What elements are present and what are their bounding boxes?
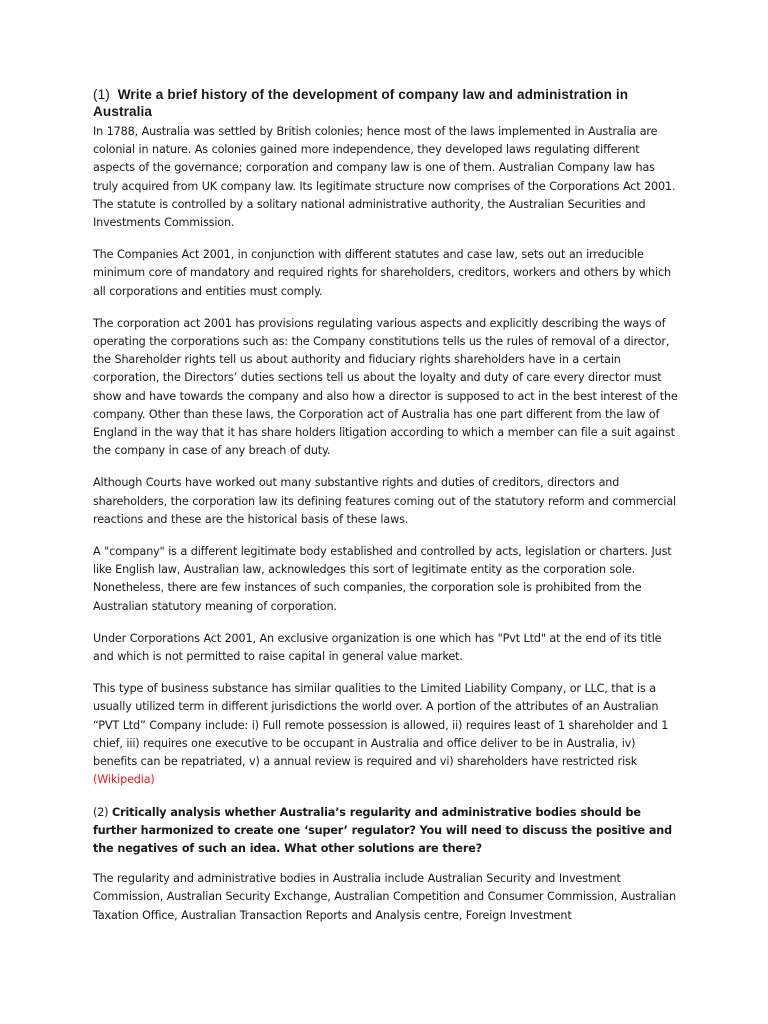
paragraph-corporation-act-provisions: The corporation act 2001 has provisions regulating various aspects and explicitly describing the ways of operating the corporations such as: the Company constitutions tells us the rules of removal of a director, the Shareholder rights tell us about authority and fiduciary rights shareholders have in a certain corporation, the Directors’ duties sections tell us about the loyalty and duty of care every director must show and have towards the company and also how a director is supposed to act in the best interest of the company. Other than these laws, the Corporation act of Australia has one part different from the law of England in the way that it has share holders litigation according to which a member can file a suit against the company in case of any breach of duty. bbox=[93, 316, 678, 458]
paragraph-regulatory-bodies: The regularity and administrative bodies in Australia include Australian Security and Investment Commission, Australian Security Exchange, Australian Competition and Consumer Commission, Australian Taxation Office, Australian Transaction Reports and Analysis centre, Foreign Investment bbox=[93, 872, 676, 922]
wikipedia-citation: (Wikipedia) bbox=[93, 773, 155, 787]
question-1-title: Write a brief history of the development of company law and administration in Australia bbox=[93, 87, 629, 119]
document-page bbox=[93, 86, 678, 939]
paragraph-llc-text: This type of business substance has similar qualities to the Limited Liability Company, or LLC, that is a usually utilized term in different jurisdictions the world over. A portion of the attributes of an Australian “PVT Ltd” Company include: i) Full remote possession is allowed, ii) requires least of 1 shareholder and 1 chief, iii) requires one executive to be occupant in Australia and office deliver to be in Australia, iv) benefits can be repatriated, v) a annual review is required and vi) shareholders have restricted risk bbox=[93, 682, 669, 769]
question-2-title: Critically analysis whether Australia’s regularity and administrative bodies should be further harmonized to create one ‘super’ regulator? You will need to discuss the positive and the negatives of such an idea. What other solutions are there? bbox=[93, 805, 672, 855]
paragraph-history: In 1788, Australia was settled by British colonies; hence most of the laws implemented in Australia are colonial in nature. As colonies gained more independence, they developed laws regulating different aspects of the governance; corporation and company law is one of them. Australian Company law has truly acquired from UK company law. Its legitimate structure now comprises of the Corporations Act 2001. The statute is controlled by a solitary national administrative authority, the Australian Securities and Investments Commission. bbox=[93, 125, 676, 230]
paragraph-courts: Although Courts have worked out many substantive rights and duties of creditors, directors and shareholders, the corporation law its defining features coming out of the statutory reform and commercial reactions and these are the historical basis of these laws. bbox=[93, 476, 677, 526]
question-1-heading bbox=[93, 86, 678, 120]
question-2-number: (2) bbox=[93, 805, 109, 819]
question-1-number: (1) bbox=[93, 87, 110, 102]
paragraph-company-definition: A "company" is a different legitimate body established and controlled by acts, legislation or charters. Just like English law, Australian law, acknowledges this sort of legitimate entity as the corporation sole. Nonetheless, there are few instances of such companies, the corporation sole is prohibited from the Australian statutory meaning of corporation. bbox=[93, 545, 672, 613]
paragraph-companies-act: The Companies Act 2001, in conjunction with different statutes and case law, sets out an irreducible minimum core of mandatory and required rights for shareholders, creditors, workers and others by which all corporations and entities must comply. bbox=[93, 248, 671, 298]
question-2-heading bbox=[93, 804, 678, 859]
paragraph-pvt-ltd: Under Corporations Act 2001, An exclusive organization is one which has "Pvt Ltd" at the end of its title and which is not permitted to raise capital in general value market. bbox=[93, 631, 662, 664]
paragraph-llc bbox=[93, 680, 678, 789]
